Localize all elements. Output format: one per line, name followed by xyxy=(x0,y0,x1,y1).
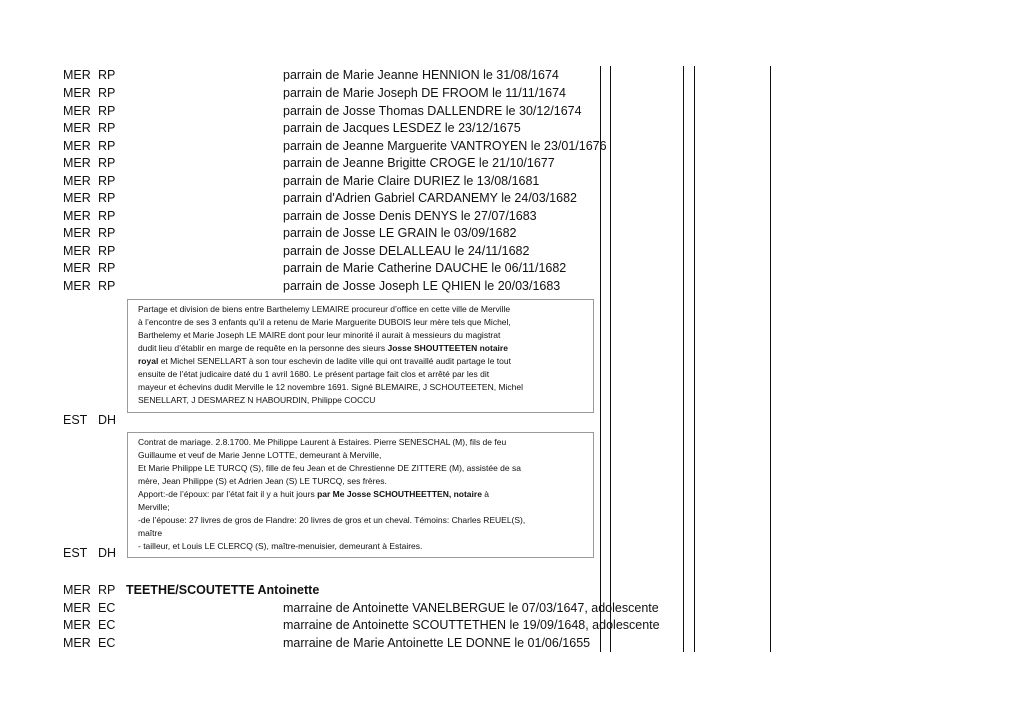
record-type: RP xyxy=(98,583,116,597)
note-line: maître xyxy=(138,528,163,538)
record-source: MER xyxy=(63,174,91,188)
record-text: parrain de Jeanne Brigitte CROGE le 21/10/1677 xyxy=(283,156,555,170)
record-text: parrain de Marie Catherine DAUCHE le 06/11/1682 xyxy=(283,261,567,275)
record-type: RP xyxy=(98,279,116,293)
column-divider xyxy=(683,66,684,652)
record-type: RP xyxy=(98,226,116,240)
record-source: EST xyxy=(63,413,88,427)
column-divider xyxy=(770,66,771,652)
record-text: marraine de Antoinette VANELBERGUE le 07/03/1647, adolescente xyxy=(283,601,659,615)
record-text: marraine de Marie Antoinette LE DONNE le 01/06/1655 xyxy=(283,636,591,650)
record-type: RP xyxy=(98,156,116,170)
note-line: Partage et division de biens entre Barthelemy LEMAIRE procureur d’office en cette ville de Merville xyxy=(138,304,511,314)
record-text: marraine de Antoinette SCOUTTETHEN le 19/09/1648, adolescente xyxy=(283,618,660,632)
note-line: dudit lieu d’établir en marge de requête en la personne des sieurs Josse SHOUTTEETEN notaire xyxy=(138,343,508,353)
record-type: RP xyxy=(98,68,116,82)
record-type: RP xyxy=(98,139,116,153)
record-text: parrain de Marie Joseph DE FROOM le 11/11/1674 xyxy=(283,86,567,100)
person-name: TEETHE/SCOUTETTE Antoinette xyxy=(126,583,320,597)
column-divider xyxy=(694,66,695,652)
record-text: parrain d'Adrien Gabriel CARDANEMY le 24/03/1682 xyxy=(283,191,577,205)
record-type: EC xyxy=(98,636,116,650)
record-text: parrain de Josse Denis DENYS le 27/07/1683 xyxy=(283,209,537,223)
record-text: parrain de Josse DELALLEAU le 24/11/1682 xyxy=(283,244,530,258)
record-source: MER xyxy=(63,156,91,170)
record-text: parrain de Marie Jeanne HENNION le 31/08/1674 xyxy=(283,68,559,82)
record-text: parrain de Jeanne Marguerite VANTROYEN le 23/01/1676 xyxy=(283,139,607,153)
record-text: parrain de Josse Joseph LE QHIEN le 20/03/1683 xyxy=(283,279,561,293)
note-box-contrat xyxy=(127,432,594,558)
record-source: MER xyxy=(63,226,91,240)
record-type: RP xyxy=(98,121,116,135)
note-line: Barthelemy et Marie Joseph LE MAIRE dont pour leur minorité il aurait à messieurs du magistrat xyxy=(138,330,501,340)
note-line: Merville; xyxy=(138,502,170,512)
record-type: RP xyxy=(98,244,116,258)
note-line: -de l’épouse: 27 livres de gros de Flandre: 20 livres de gros et un cheval. Témoins: Charles REUEL(S), xyxy=(138,515,526,525)
note-line: Contrat de mariage. 2.8.1700. Me Philippe Laurent à Estaires. Pierre SENESCHAL (M), fils de feu xyxy=(138,437,507,447)
record-source: MER xyxy=(63,601,91,615)
note-line: Et Marie Philippe LE TURCQ (S), fille de feu Jean et de Chrestienne DE ZITTERE (M), assistée de sa xyxy=(138,463,521,473)
record-type: EC xyxy=(98,618,116,632)
record-source: MER xyxy=(63,68,91,82)
note-line: SENELLART, J DESMAREZ N HABOURDIN, Philippe COCCU xyxy=(138,395,376,405)
note-line: mère, Jean Philippe (S) et Adrien Jean (S) LE TURCQ, ses frères. xyxy=(138,476,387,486)
record-source: MER xyxy=(63,104,91,118)
record-source: MER xyxy=(63,139,91,153)
record-text: parrain de Jacques LESDEZ le 23/12/1675 xyxy=(283,121,521,135)
note-line: Guillaume et veuf de Marie Jenne LOTTE, demeurant à Merville, xyxy=(138,450,382,460)
record-source: EST xyxy=(63,546,88,560)
record-source: MER xyxy=(63,636,91,650)
record-source: MER xyxy=(63,261,91,275)
record-type: RP xyxy=(98,174,116,188)
column-divider xyxy=(610,66,611,652)
record-type: RP xyxy=(98,209,116,223)
record-text: parrain de Josse Thomas DALLENDRE le 30/12/1674 xyxy=(283,104,582,118)
record-type: RP xyxy=(98,104,116,118)
record-text: parrain de Josse LE GRAIN le 03/09/1682 xyxy=(283,226,517,240)
record-source: MER xyxy=(63,618,91,632)
record-type: RP xyxy=(98,261,116,275)
record-type: DH xyxy=(98,546,117,560)
note-line: Apport:-de l’époux: par l’état fait il y a huit jours par Me Josse SCHOUTHEETTEN, notaire à xyxy=(138,489,490,499)
note-line: mayeur et échevins dudit Merville le 12 novembre 1691. Signé BLEMAIRE, J SCHOUTEETEN, Michel xyxy=(138,382,524,392)
note-line: royal et Michel SENELLART à son tour eschevin de ladite ville qui ont travaillé audit partage le tout xyxy=(138,356,511,366)
record-source: MER xyxy=(63,583,91,597)
record-source: MER xyxy=(63,191,91,205)
note-line: ensuite de l’état judicaire daté du 1 avril 1680. Le présent partage fait clos et arrêté par les dit xyxy=(138,369,490,379)
record-source: MER xyxy=(63,86,91,100)
record-source: MER xyxy=(63,121,91,135)
record-type: RP xyxy=(98,86,116,100)
note-line: à l’encontre de ses 3 enfants qu’il a retenu de Marie Marguerite DUBOIS leur mère tels que Michel, xyxy=(138,317,511,327)
record-type: RP xyxy=(98,191,116,205)
record-source: MER xyxy=(63,279,91,293)
note-line: - tailleur, et Louis LE CLERCQ (S), maître-menuisier, demeurant à Estaires. xyxy=(138,541,423,551)
record-type: DH xyxy=(98,413,117,427)
record-source: MER xyxy=(63,244,91,258)
record-source: MER xyxy=(63,209,91,223)
note-box-partage xyxy=(127,299,594,413)
record-text: parrain de Marie Claire DURIEZ le 13/08/1681 xyxy=(283,174,540,188)
record-type: EC xyxy=(98,601,116,615)
